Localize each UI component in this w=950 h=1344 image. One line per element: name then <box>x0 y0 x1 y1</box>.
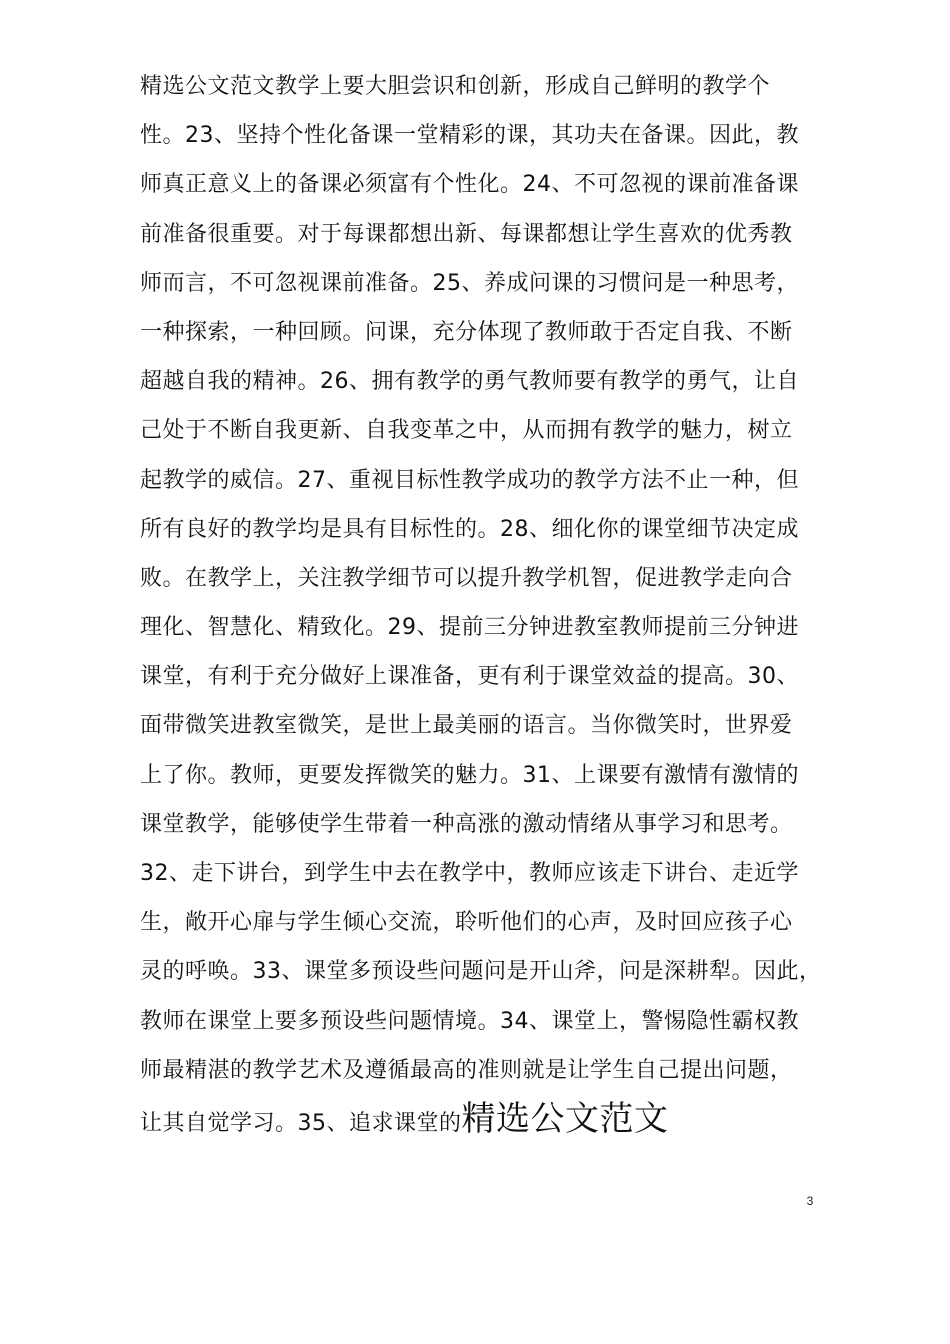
text-line: 课堂教学，能够使学生带着一种高涨的激动情绪从事学习和思考。 <box>140 811 793 837</box>
text-line: 所有良好的教学均是具有目标性的。28、细化你的课堂细节决定成 <box>140 516 799 542</box>
text-line: 性。23、坚持个性化备课一堂精彩的课，其功夫在备课。因此，教 <box>140 123 799 149</box>
text-line <box>140 62 840 111</box>
text-line: 己处于不断自我更新、自我变革之中，从而拥有教学的魅力，树立 <box>140 418 793 444</box>
text-line: 师最精湛的教学艺术及遵循最高的准则就是让学生自己提出问题， <box>140 1057 793 1083</box>
trailing-heading: 精选公文范文 <box>461 1098 669 1139</box>
text-line: 师而言，不可忽视课前准备。25、养成问课的习惯问是一种思考， <box>140 270 799 296</box>
text-line: 一种探索，一种回顾。问课，充分体现了教师敢于否定自我、不断 <box>140 319 793 345</box>
text-line: 前准备很重要。对于每课都想出新、每课都想让学生喜欢的优秀教 <box>140 221 793 247</box>
text-line: 教师在课堂上要多预设些问题情境。34、课堂上，警惕隐性霸权教 <box>140 1008 799 1034</box>
line-text: 教学上要大胆尝识和创新，形成自己鲜明的教学个 <box>275 74 771 99</box>
text-line: 32、走下讲台，到学生中去在教学中，教师应该走下讲台、走近学 <box>140 861 799 886</box>
text-line: 超越自我的精神。26、拥有教学的勇气教师要有教学的勇气，让自 <box>140 369 799 395</box>
page-number: 3 <box>806 1194 814 1208</box>
body-text <box>140 62 840 1144</box>
line-text: 让其自觉学习。35、追求课堂的 <box>140 1110 462 1136</box>
text-line: 上了你。教师，更要发挥微笑的魅力。31、上课要有激情有激情的 <box>140 762 799 788</box>
text-line: 师真正意义上的备课必须富有个性化。24、不可忽视的课前准备课 <box>140 172 799 198</box>
text-line: 败。在教学上，关注教学细节可以提升教学机智，促进教学走向合 <box>140 565 793 591</box>
inline-heading: 精选公文范文 <box>140 74 276 99</box>
text-line: 灵的呼唤。33、课堂多预设些问题问是开山斧，问是深耕犁。因此， <box>140 959 822 985</box>
text-line <box>140 1095 840 1144</box>
text-line: 起教学的威信。27、重视目标性教学成功的教学方法不止一种，但 <box>140 467 799 493</box>
text-line: 生，敞开心扉与学生倾心交流，聆听他们的心声，及时回应孩子心 <box>140 910 793 936</box>
text-line: 理化、智慧化、精致化。29、提前三分钟进教室教师提前三分钟进 <box>140 615 799 641</box>
text-line: 面带微笑进教室微笑，是世上最美丽的语言。当你微笑时，世界爱 <box>140 713 793 739</box>
text-line: 课堂，有利于充分做好上课准备，更有利于课堂效益的提高。30、 <box>140 664 799 690</box>
